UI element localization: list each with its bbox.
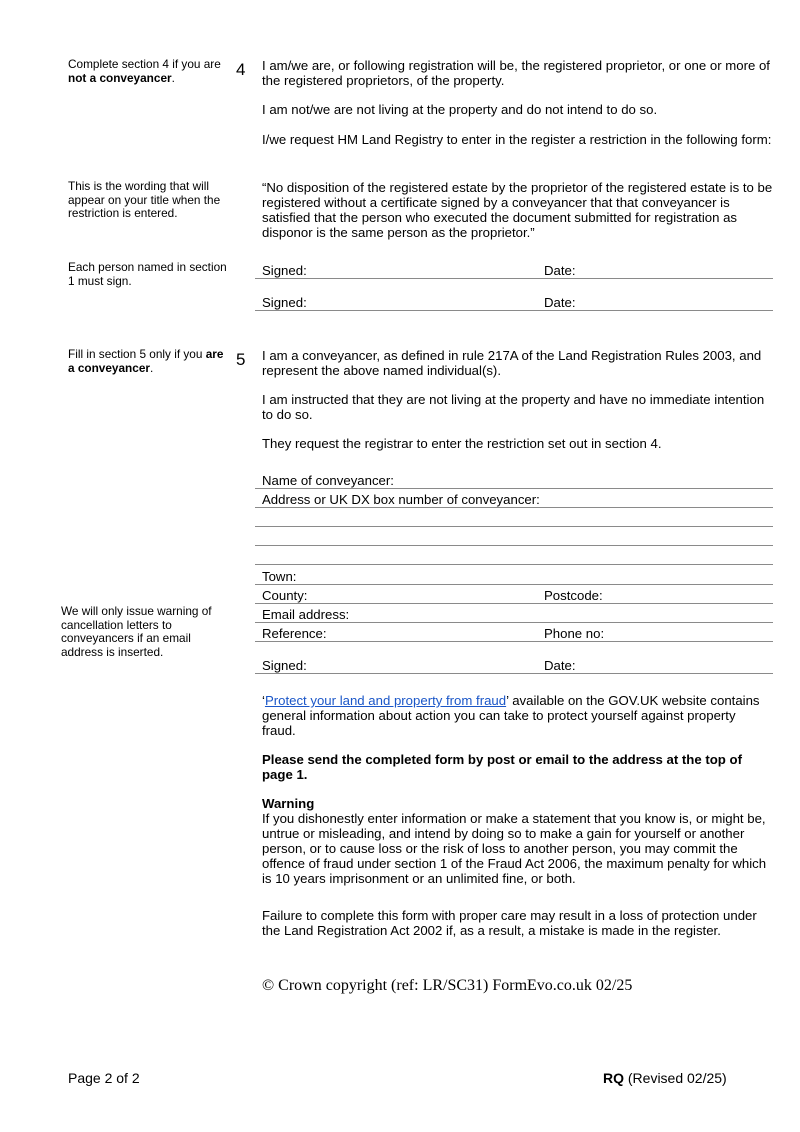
conveyancer-name-line[interactable] [255, 488, 773, 489]
address-line-1[interactable] [255, 507, 773, 508]
email-note: We will only issue warning of cancellation letters to conveyancers if an email address is inserted. [61, 604, 212, 659]
conveyancer-name-label: Name of conveyancer: [262, 473, 394, 488]
section4-para1: I am/we are, or following registration will be, the registered proprietor, or one or more of the registered proprietors, of the property. [262, 58, 770, 88]
section5-number: 5 [236, 350, 246, 369]
phone-label: Phone no: [544, 626, 605, 641]
failure-text: Failure to complete this form with proper care may result in a loss of protection under the Land Registration Act 2002 if, as a result, a mistake is made in the register. [262, 908, 757, 938]
address-line-2[interactable] [255, 526, 773, 527]
section4-sign-line-1[interactable] [255, 278, 773, 279]
section4-date-label-2: Date: [544, 295, 576, 310]
county-label: County: [262, 588, 308, 603]
section5-signed-label: Signed: [262, 658, 307, 673]
email-line[interactable] [255, 622, 773, 623]
reference-label: Reference: [262, 626, 327, 641]
section5-side-note: Fill in section 5 only if you are a conveyancer. [68, 347, 224, 375]
section4-para2: I am not/we are not living at the property and do not intend to do so. [262, 102, 658, 117]
section5-para3: They request the registrar to enter the restriction set out in section 4. [262, 436, 662, 451]
section5-para2: I am instructed that they are not living at the property and have no immediate intention to do so. [262, 392, 765, 422]
fraud-info: ‘Protect your land and property from fraud’ available on the GOV.UK website contains general information about action you can take to protect yourself against property fraud. [262, 693, 760, 738]
reference-phone-line[interactable] [255, 641, 773, 642]
section5-para1: I am a conveyancer, as defined in rule 217A of the Land Registration Rules 2003, and represent the above named individual(s). [262, 348, 762, 378]
section4-signed-label-1: Signed: [262, 263, 307, 278]
section4-side-note: Complete section 4 if you are not a conveyancer. [68, 57, 221, 85]
warning-text: If you dishonestly enter information or make a statement that you know is, or might be, untrue or misleading, and intend by doing so to make a gain for yourself or another person, or to cause loss or the risk of loss to another person, you may commit the offence of fraud under section 1 of the Fraud Act 2006, the maximum penalty for which is 10 years imprisonment or an unlimited fine, or both. [262, 811, 767, 886]
section4-date-label-1: Date: [544, 263, 576, 278]
section4-signed-label-2: Signed: [262, 295, 307, 310]
section4-para3: I/we request HM Land Registry to enter in the register a restriction in the following form: [262, 132, 772, 147]
wording-note: This is the wording that will appear on your title when the restriction is entered. [68, 179, 221, 220]
county-postcode-line[interactable] [255, 603, 773, 604]
page-number: Page 2 of 2 [68, 1070, 140, 1086]
conveyancer-address-label: Address or UK DX box number of conveyancer: [262, 492, 540, 507]
section5-date-label: Date: [544, 658, 576, 673]
address-line-4[interactable] [255, 564, 773, 565]
warning-title: Warning [262, 796, 315, 811]
section5-sign-line[interactable] [255, 673, 773, 674]
town-label: Town: [262, 569, 297, 584]
town-line[interactable] [255, 584, 773, 585]
send-instruction: Please send the completed form by post or email to the address at the top of page 1. [262, 752, 742, 782]
form-code: RQ [603, 1070, 624, 1086]
sign-note: Each person named in section 1 must sign. [68, 260, 227, 288]
fraud-guidance-link[interactable]: Protect your land and property from fraud [264, 693, 507, 708]
postcode-label: Postcode: [544, 588, 603, 603]
copyright: © Crown copyright (ref: LR/SC31) FormEvo.co.uk 02/25 [262, 977, 633, 994]
section4-sign-line-2[interactable] [255, 310, 773, 311]
email-label: Email address: [262, 607, 350, 622]
section4-number: 4 [236, 60, 246, 79]
restriction-text: “No disposition of the registered estate by the proprietor of the registered estate is to be registered without a certificate signed by a conveyancer that that conveyancer is satisfied that the person who executed the document submitted for registration as disponor is the same person as the proprietor.” [262, 180, 773, 240]
address-line-3[interactable] [255, 545, 773, 546]
form-revision: RQ (Revised 02/25) [603, 1070, 727, 1086]
